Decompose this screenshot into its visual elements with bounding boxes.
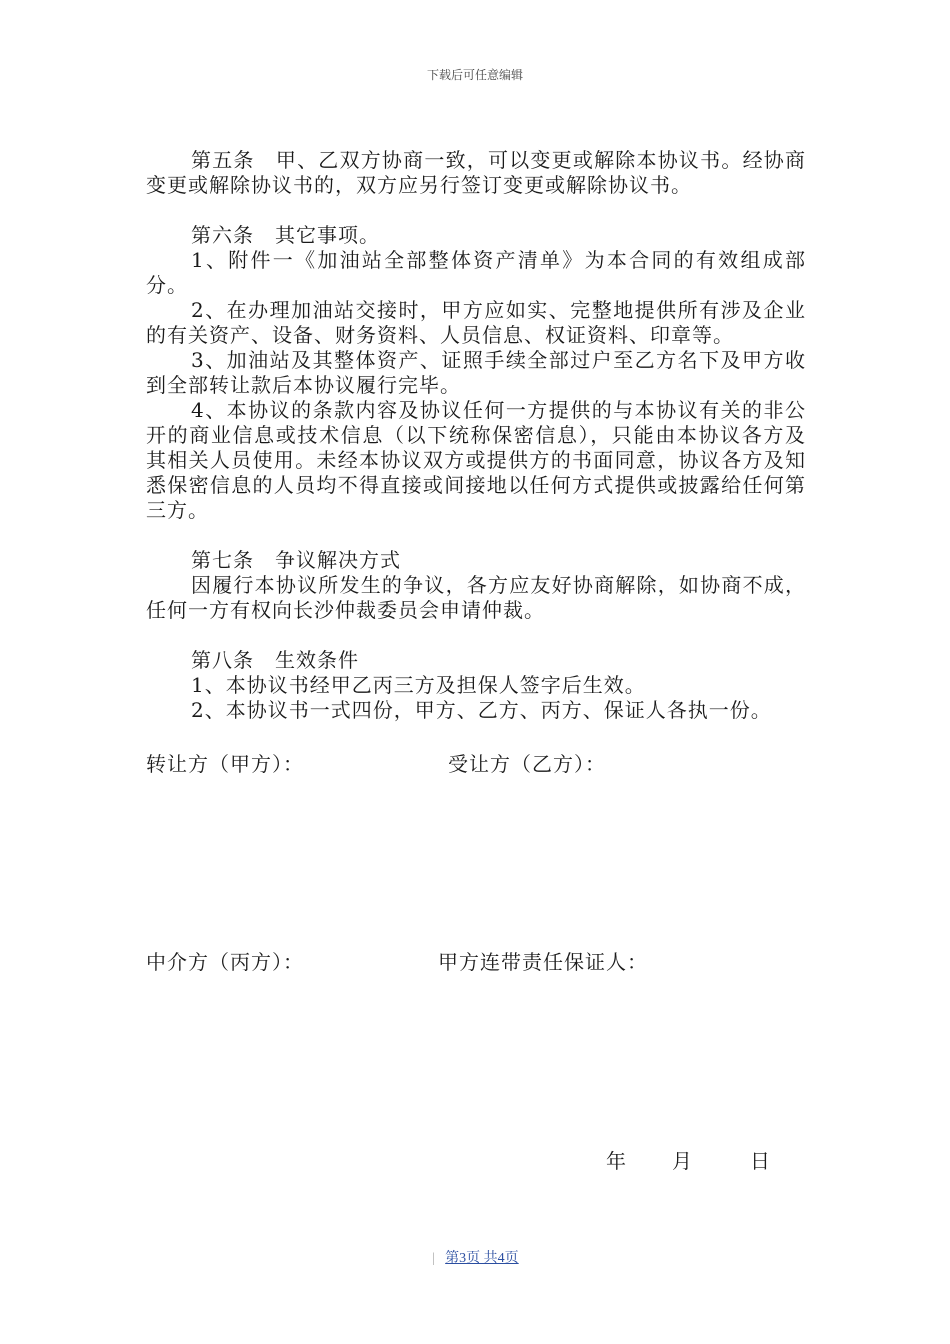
guarantor-label: 甲方连带责任保证人： bbox=[438, 950, 648, 974]
article-8-item-1: 1、本协议书经甲乙丙三方及担保人签字后生效。 bbox=[191, 673, 646, 697]
article-6-item-4: 4、本协议的条款内容及协议任何一方提供的与本协议有关的非公开的商业信息或技术信息（以下统称保密信息），只能由本协议各方及其相关人员使用。未经本协议双方或提供方的书面同意，协议各方及知悉保密信息的人员均不得直接或间接地以任何方式提供或披露给任何第三方。 bbox=[146, 398, 806, 522]
article-8-title: 第八条 生效条件 bbox=[191, 648, 359, 672]
article-6-title: 第六条 其它事项。 bbox=[191, 223, 380, 247]
document-body bbox=[146, 148, 806, 723]
article-6-item-2: 2、在办理加油站交接时，甲方应如实、完整地提供所有涉及企业的有关资产、设备、财务资料、人员信息、权证资料、印章等。 bbox=[146, 298, 806, 347]
page-number: 第3页 共4页 bbox=[445, 1251, 519, 1266]
transferor-label: 转让方（甲方）： bbox=[146, 752, 304, 776]
footer-divider: | bbox=[431, 1251, 436, 1266]
article-8-item-2: 2、本协议书一式四份，甲方、乙方、丙方、保证人各执一份。 bbox=[191, 698, 772, 722]
article-6-item-3: 3、加油站及其整体资产、证照手续全部过户至乙方名下及甲方收到全部转让款后本协议履行完毕。 bbox=[146, 348, 806, 397]
date-month: 月 bbox=[672, 1149, 692, 1173]
article-7-body: 因履行本协议所发生的争议，各方应友好协商解除，如协商不成，任何一方有权向长沙仲裁委员会申请仲裁。 bbox=[146, 573, 806, 622]
page-header: 下载后可任意编辑 bbox=[426, 68, 523, 82]
transferee-label: 受让方（乙方）： bbox=[448, 752, 606, 776]
article-5: 第五条 甲、乙双方协商一致，可以变更或解除本协议书。经协商变更或解除协议书的，双方应另行签订变更或解除协议书。 bbox=[146, 148, 806, 197]
article-7-title: 第七条 争议解决方式 bbox=[191, 548, 401, 572]
date-year: 年 bbox=[606, 1149, 626, 1173]
intermediary-label: 中介方（丙方）： bbox=[146, 950, 304, 974]
article-6-item-1: 1、附件一《加油站全部整体资产清单》为本合同的有效组成部分。 bbox=[146, 248, 806, 297]
page-footer bbox=[0, 1247, 950, 1267]
date-day: 日 bbox=[750, 1149, 770, 1173]
